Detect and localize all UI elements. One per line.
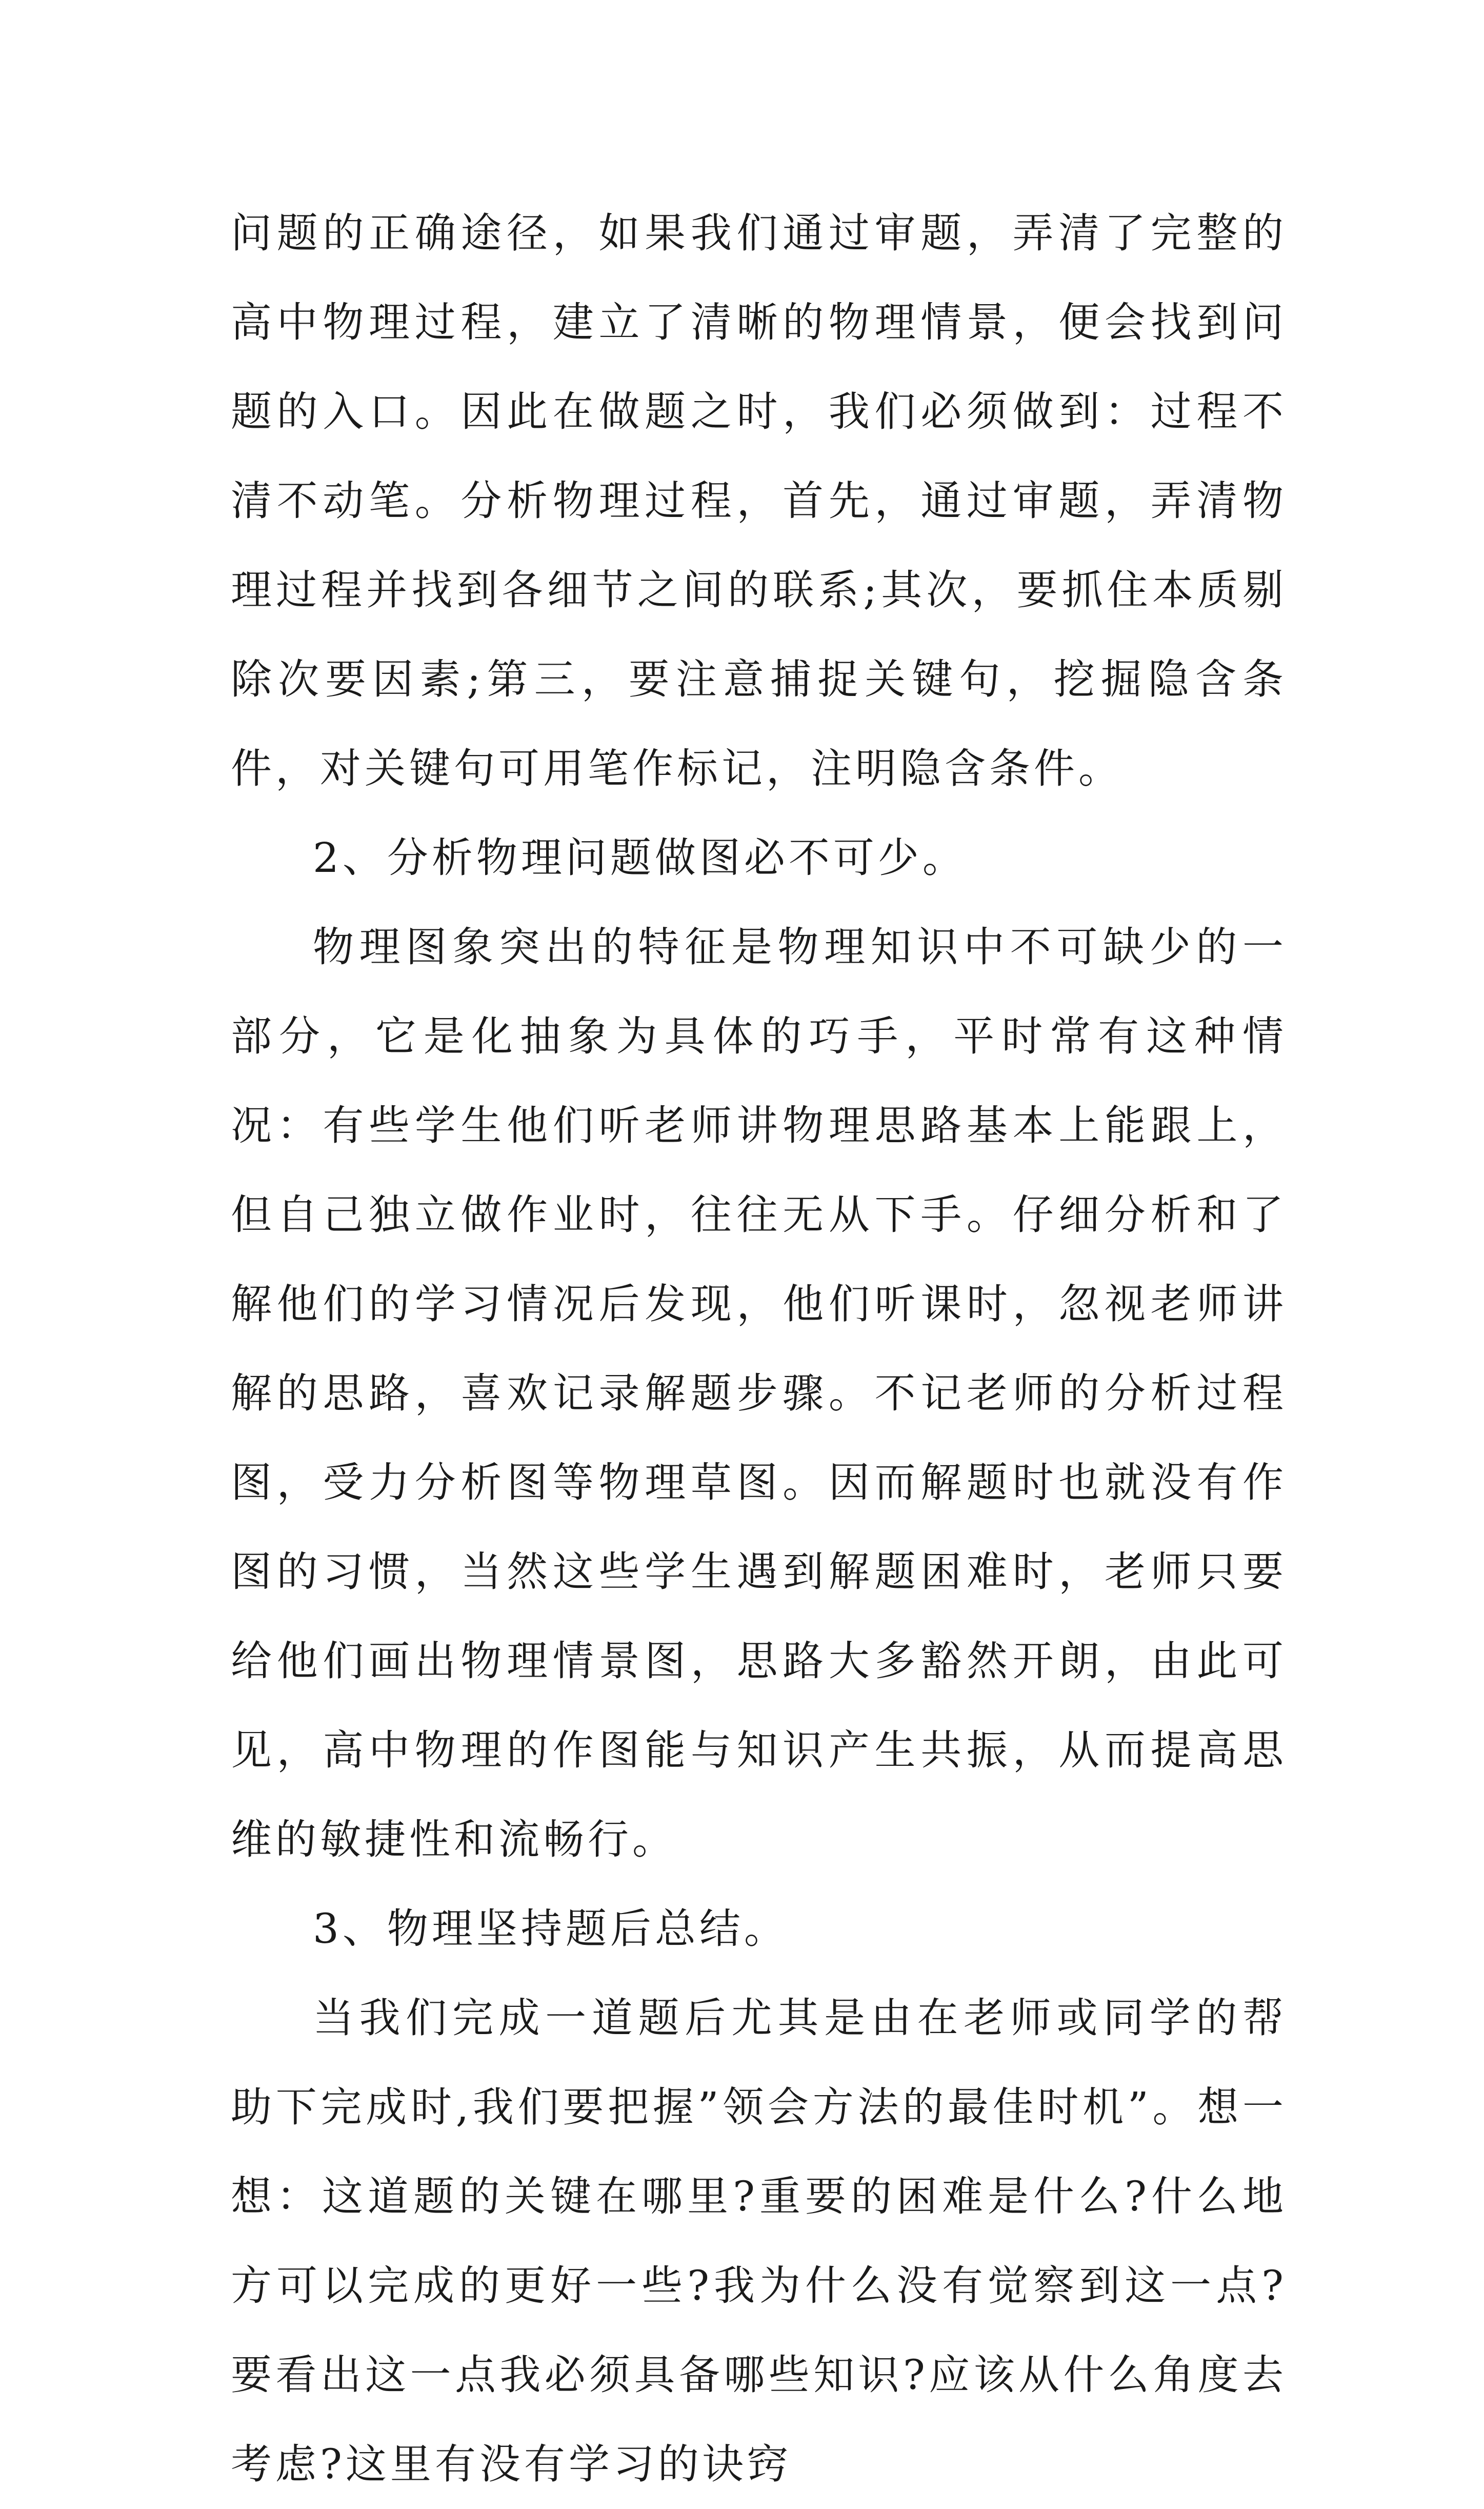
paragraph-summary: 当我们完成一道题后尤其是由在老师或同学的帮助下完成时,我们要把握”领会方法的最佳时机”。想一想：这道题的关键在哪里?重要的困难是什么?什么地方可以完成的更好一些?我为什么没有觉察到这一点?要看出这一点我必须具备哪些知识?应该从什么角度去考虑?这里有没有学习的诀窍: [231, 1994, 1287, 2488]
body-text: [231, 189, 1287, 2509]
heading-3-summary: 3、物理坚持题后总结。: [313, 1905, 789, 1953]
paragraph-diagram: 物理图象突出的特征是物理知识中不可缺少的一部分，它是化抽象为具体的巧手，平时常有这种情况：有些学生他们听老师讲物理思路基本上能跟上，但自己独立做作业时，往往无从下手。仔细分析和了解他们的学习情况后发现，他们听课时，忽视老师讲解的思路，喜欢记录解题步骤。不记老师的分析过程图，受力分析图等物理草图。因而解题时也就没有作图的习惯，当然这些学生遇到解题困难时，老师只要给他们画出物理情景图，思路大多豁然开朗，由此可见，高中物理的作图能与知识产生共振，从而提高思维的敏捷性和流畅行。: [231, 923, 1287, 1863]
paragraph-continuation: 问题的正确途径，如果我们通过审题，弄清了完整的高中物理过程，建立了清晰的物理情景，便会找到问题的入口。因此在做题之时，我们必须做到：过程不清不动笔。分析物理过程，首先，通过审题，弄清物理过程并找到各细节之间的联系;其次，要抓住本质剔除次要因素;第三，要注意捕捉关键句，挖掘隐含条件，对关键句可用笔作标记，注明隐含条件。: [231, 209, 1287, 792]
heading-2-diagram: 2、分析物理问题做图必不可少。: [313, 834, 967, 882]
